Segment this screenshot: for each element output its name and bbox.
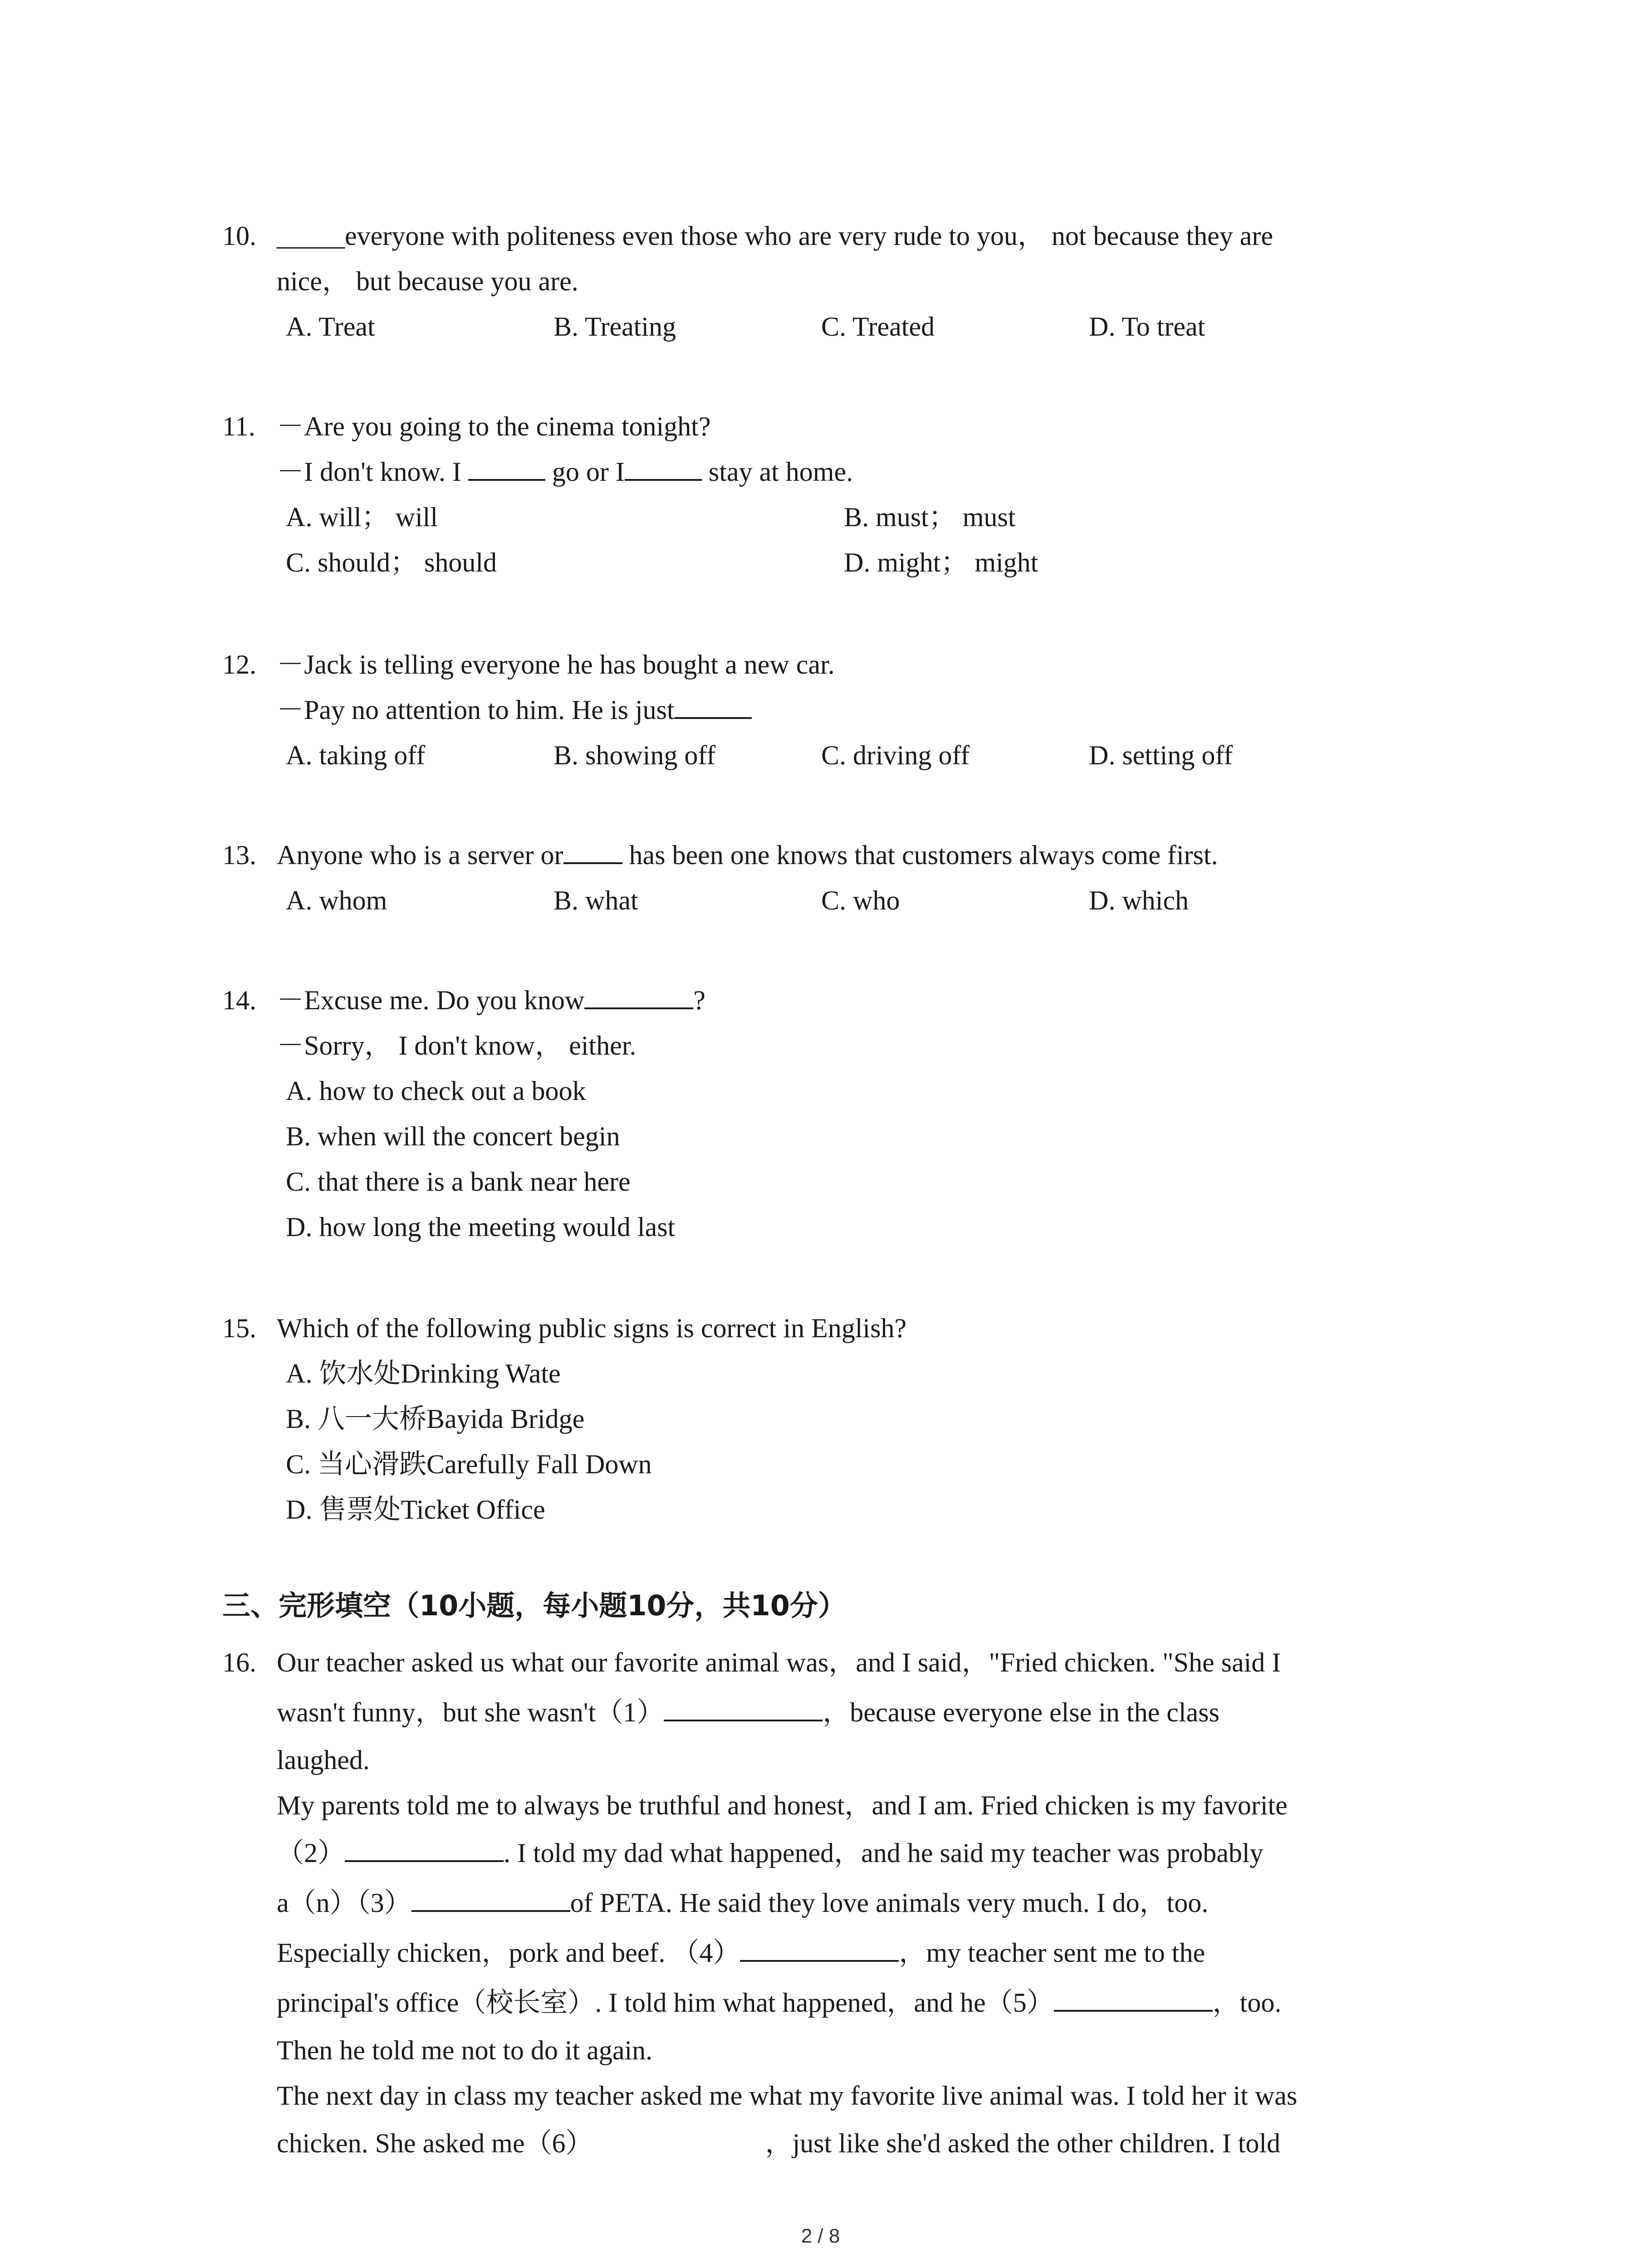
options-row [286,494,1447,540]
dialogue-line [277,449,1447,494]
passage-line [277,1928,1447,1978]
text-part: Especially chicken，pork and beef. （4） [277,1938,740,1968]
text-part: . I told my dad what happened，and he said my teacher was probably [504,1838,1264,1868]
question-14 [222,978,1447,1250]
option-b[interactable]: B. when will the concert begin [286,1121,620,1151]
option-a[interactable]: A. will； will [286,502,438,532]
text-part: wasn't funny，but she wasn't（1） [277,1697,664,1727]
passage-line [277,2118,1447,2168]
cloze-blank-3[interactable] [411,1882,570,1912]
cloze-blank-5[interactable] [1054,1982,1213,2012]
text-part: －Excuse me. Do you know [277,985,585,1015]
option-a[interactable]: A. taking off [286,740,426,770]
question-number: 10. [222,221,256,251]
question-text: Which of the following public signs is correct in English? [277,1313,907,1343]
option-b[interactable]: B. what [554,885,638,915]
answer-blank: _____ [277,221,345,251]
question-11 [222,404,1447,585]
answer-blank [625,451,702,481]
section-heading: 三、完形填空（10小题，每小题10分，共10分） [222,1589,846,1622]
question-number: 15. [222,1313,256,1343]
option-c[interactable]: C. 当心滑跌Carefully Fall Down [286,1449,652,1479]
text-part: －Pay no attention to him. He is just [277,695,675,725]
question-15 [222,1305,1447,1532]
option-c[interactable]: C. driving off [821,740,970,770]
text-part: （2） [277,1838,345,1868]
options-row [286,540,1447,585]
option-d[interactable]: D. 售票处Ticket Office [286,1495,545,1525]
text-part: chicken. She asked me（6） [277,2128,593,2158]
text-part: ，my teacher sent me to the [899,1938,1205,1968]
dialogue-line [277,687,1447,733]
option-b[interactable]: B. 八一大桥Bayida Bridge [286,1404,585,1434]
option-c[interactable]: C. Treated [821,312,935,342]
passage-line [277,1978,1447,2028]
answer-blank [468,451,545,481]
text-part: －I don't know. I [277,457,461,487]
option-d[interactable]: D. To treat [1089,312,1205,342]
passage-line: Then he told me not to do it again. [277,2035,653,2065]
question-10 [222,213,1447,349]
passage-line: The next day in class my teacher asked me what my favorite live animal was. I told her it was [277,2081,1298,2111]
question-12 [222,642,1447,778]
answer-blank [584,979,693,1009]
answer-blank [675,689,752,719]
page-number: 2 / 8 [801,2225,840,2247]
passage-line [277,1828,1447,1878]
option-a[interactable]: A. 饮水处Drinking Wate [286,1359,561,1388]
option-a[interactable]: A. how to check out a book [286,1076,586,1106]
option-d[interactable]: D. how long the meeting would last [286,1212,676,1242]
passage-line: My parents told me to always be truthful and honest，and I am. Fried chicken is my favorite [277,1790,1288,1820]
question-13 [222,832,1447,923]
option-a[interactable]: A. Treat [286,312,375,342]
passage-line: Our teacher asked us what our favorite animal was，and I said，"Fried chicken. "She said I [277,1647,1281,1677]
option-c[interactable]: C. that there is a bank near here [286,1167,631,1197]
question-number: 11. [222,411,255,441]
question-number: 13. [222,840,256,870]
question-number: 12. [222,650,256,679]
dialogue-line: －Are you going to the cinema tonight? [277,411,711,441]
question-number: 14. [222,985,256,1015]
option-a[interactable]: A. whom [286,885,387,915]
option-d[interactable]: D. might； might [844,547,1038,577]
passage-line [277,1878,1447,1928]
dialogue-line: －Jack is telling everyone he has bought a new car. [277,650,835,679]
question-number: 16. [222,1647,256,1677]
option-b[interactable]: B. must； must [844,502,1016,532]
text-part: has been one knows that customers always come first. [629,840,1218,870]
options [286,878,1447,923]
text-part: ，too. [1212,1988,1282,2018]
options [286,304,1447,349]
text-part: ，because everyone else in the class [823,1697,1220,1727]
text-part: of PETA. He said they love animals very much. I do，too. [570,1888,1209,1918]
option-d[interactable]: D. which [1089,885,1189,915]
question-text [277,213,1447,259]
option-c[interactable]: C. should； should [286,547,497,577]
question-16 [222,1637,1447,2168]
dialogue-line: －Sorry， I don't know， either. [277,1031,637,1061]
text-part: a（n）（3） [277,1888,411,1918]
text-part: principal's office（校长室）. I told him what happened，and he（5） [277,1988,1054,2018]
text-part: Anyone who is a server or [277,840,563,870]
text-part: go or I [552,457,625,487]
passage-line [277,1687,1447,1737]
text-part: ，just like she'd asked the other children. I told [765,2128,1281,2158]
answer-blank [563,834,622,864]
option-c[interactable]: C. who [821,885,900,915]
option-d[interactable]: D. setting off [1089,740,1233,770]
passage-line: laughed. [277,1745,370,1775]
option-b[interactable]: B. showing off [554,740,716,770]
question-text-cont: nice， but because you are. [277,266,578,296]
text-part: ? [693,985,705,1015]
text-part: stay at home. [708,457,853,487]
question-text-part: everyone with politeness even those who are very rude to you， not because they are [345,221,1273,251]
question-text [277,832,1447,878]
dialogue-line [277,978,1447,1023]
cloze-blank-1[interactable] [664,1691,823,1721]
cloze-blank-4[interactable] [740,1932,899,1962]
option-b[interactable]: B. Treating [554,312,676,342]
cloze-blank-2[interactable] [345,1832,504,1862]
options [286,733,1447,778]
